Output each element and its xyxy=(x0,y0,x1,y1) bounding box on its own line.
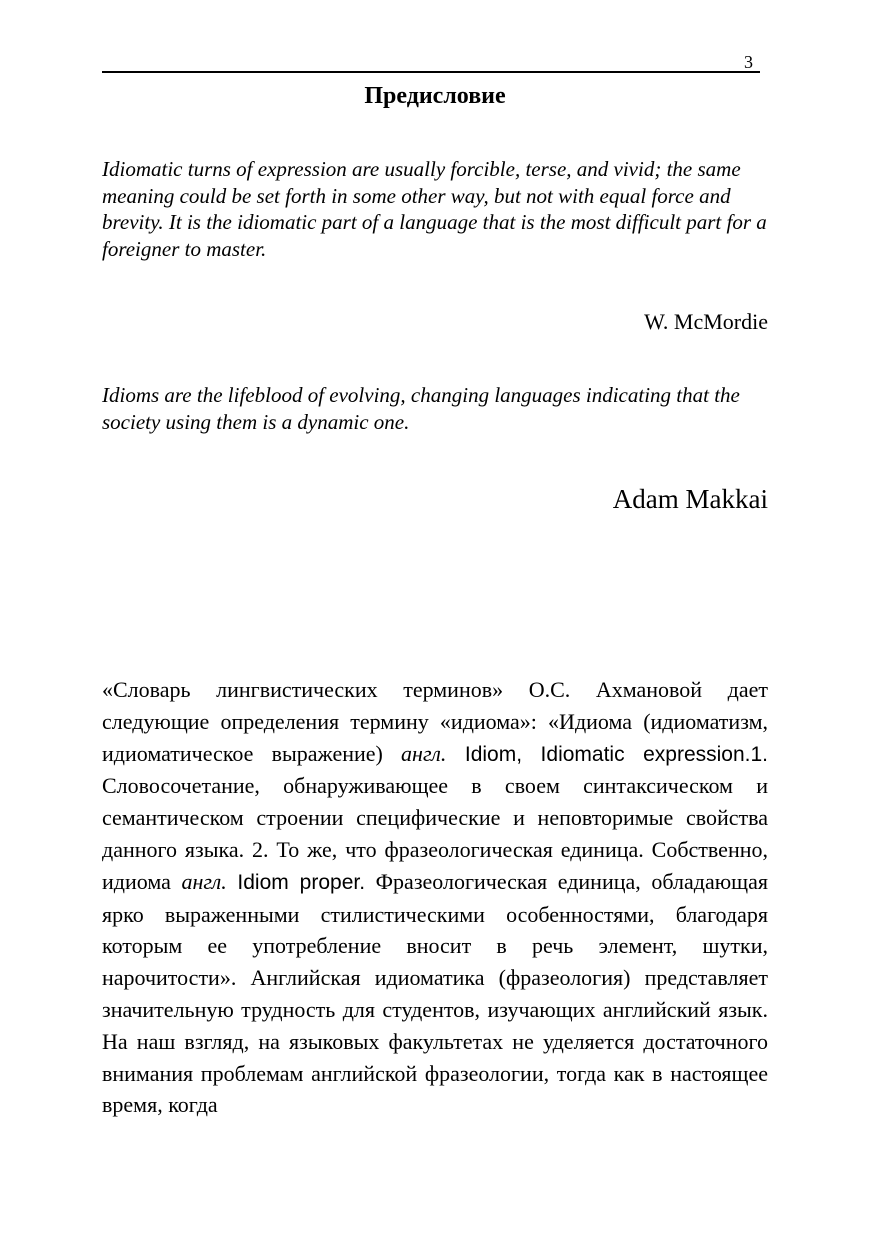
epigraph-author-mcmordie: W. McMordie xyxy=(644,309,768,334)
epigraph-quote-makkai: Idioms are the lifeblood of evolving, changing languages indicating that the society using them is a dynamic one. xyxy=(102,383,740,434)
abbreviation-angl: англ. xyxy=(401,740,447,766)
english-term-idiom: Idiom, Idiomatic expression.1. xyxy=(446,742,769,766)
body-text-part-2: Словосочетание, обнаруживающее в своем синтаксическом и семантическом строении специфические и неповторимые свойства данного языка. 2. То же, что фразеологическая единица. Собственно, идиома xyxy=(102,773,768,894)
abbreviation-angl-2: англ. xyxy=(181,868,227,894)
english-term-idiom-proper: Idiom proper. xyxy=(237,870,366,894)
page-number: 3 xyxy=(744,52,753,72)
body-paragraph xyxy=(102,674,768,1121)
epigraph-author-makkai: Adam Makkai xyxy=(612,484,768,514)
body-text-part-3: Фразеологическая единица, обладающая ярко выраженными стилистическими особенностями, благодаря которым ее употребление вносит в речь элемент, шутки, нарочитости». Английская идиоматика (фразеология) представляет значительную трудность для студентов, изучающих английский язык. На наш взгляд, на языковых факультетах не уделяется достаточного внимания проблемам английской фразеологии, тогда как в настоящее время, когда xyxy=(102,868,768,1118)
page-title: Предисловие xyxy=(364,83,506,109)
epigraph-quote-mcmordie: Idiomatic turns of expression are usually forcible, terse, and vivid; the same meaning could be set forth in some other way, but not with equal force and brevity. It is the idiomatic part of a language that is the most difficult part for a foreigner to master. xyxy=(102,157,767,261)
header-rule xyxy=(102,71,760,73)
body-text-part-1: «Словарь лингвистических терминов» О.С. Ахмановой дает следующие определения термину «идиома»: «Идиома (идиоматизм, идиоматическое выражение) xyxy=(102,677,768,766)
